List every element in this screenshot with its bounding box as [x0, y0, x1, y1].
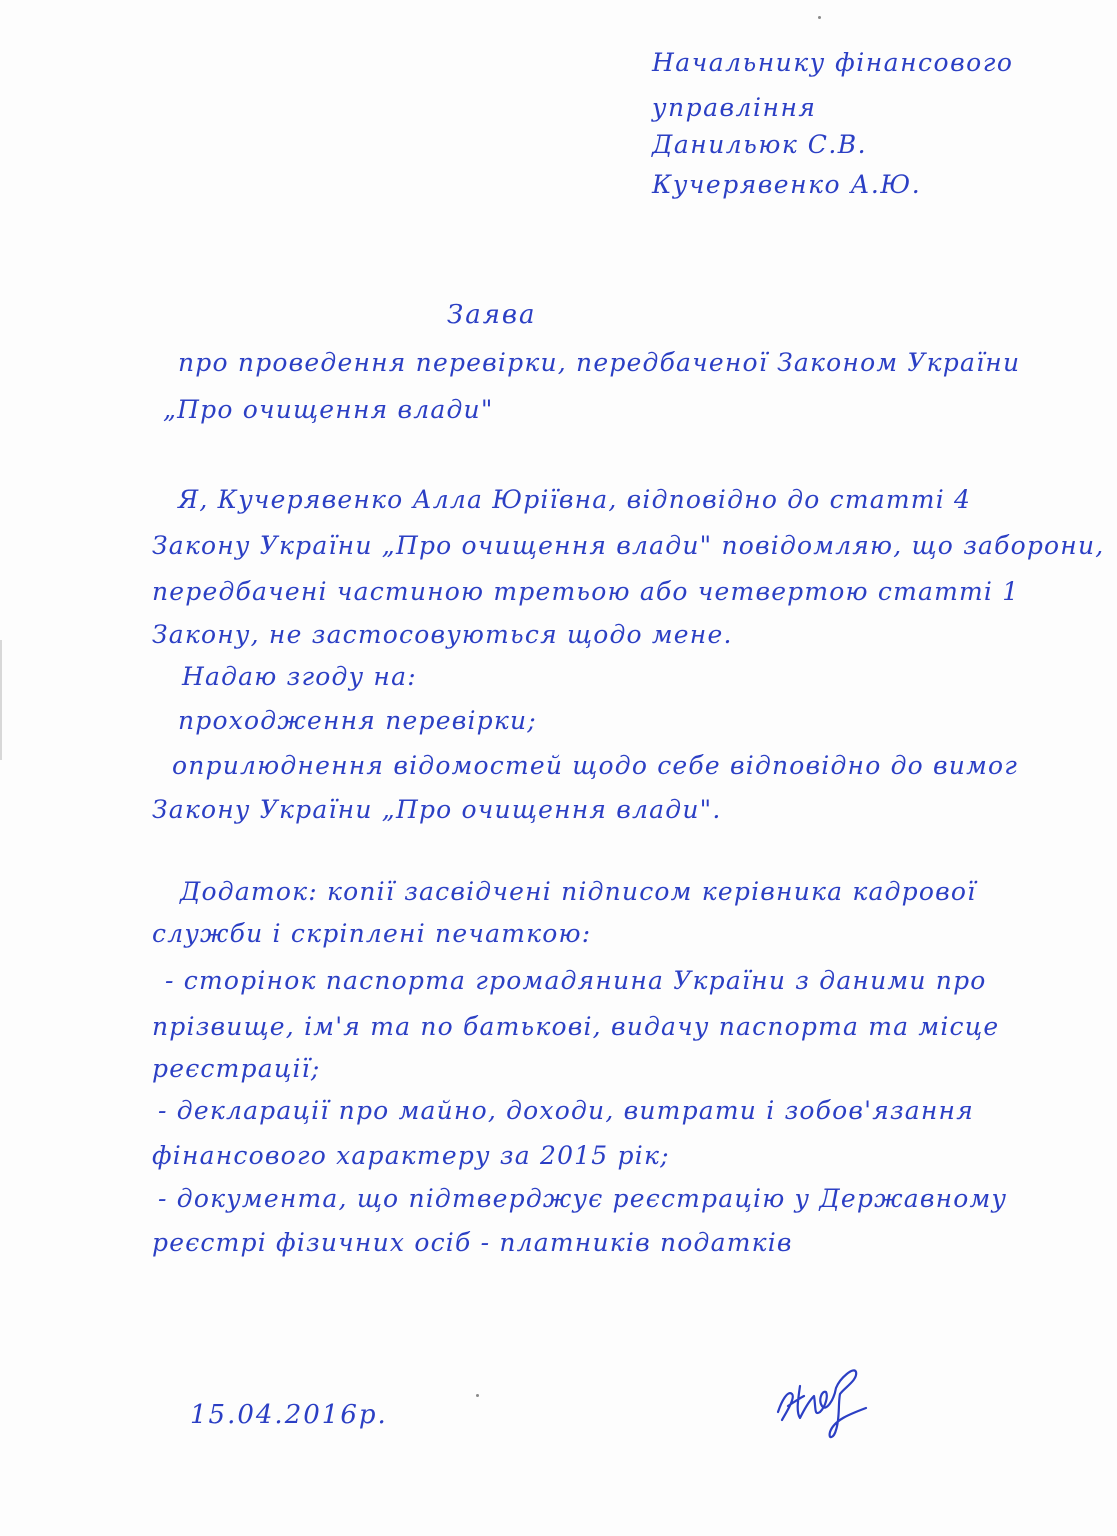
attachment-1-line-2: прізвище, ім'я та по батькові, видачу паспорта та місце	[152, 1012, 1000, 1041]
consent-item-2-line-2: Закону України „Про очищення влади".	[152, 795, 722, 824]
consent-item-1: проходження перевірки;	[178, 706, 537, 735]
addressee-line-1: Начальнику фінансового	[652, 48, 1014, 77]
addressee-line-2: управління	[652, 93, 817, 122]
attachment-2-line-2: фінансового характеру за 2015 рік;	[152, 1141, 670, 1170]
signature-icon	[770, 1360, 875, 1445]
attachment-1-line-3: реєстрації;	[152, 1054, 321, 1083]
addressee-line-3: Данильюк С.В.	[652, 130, 868, 159]
statement-line-4: Закону, не застосовуються щодо мене.	[152, 620, 733, 649]
attachments-intro-line-1: Додаток: копії засвідчені підписом керівника кадрової	[180, 877, 977, 906]
attachment-1-line-1: - сторінок паспорта громадянина України з даними про	[165, 966, 987, 995]
consent-item-2-line-1: оприлюднення відомостей щодо себе відповідно до вимог	[172, 751, 1019, 780]
document-date: 15.04.2016р.	[190, 1400, 388, 1430]
statement-line-3: передбачені частиною третьою або четвертою статті 1	[152, 577, 1020, 606]
attachment-2-line-1: - декларації про майно, доходи, витрати і зобов'язання	[158, 1096, 974, 1125]
statement-line-1: Я, Кучерявенко Алла Юріївна, відповідно до статті 4	[178, 485, 972, 514]
title-subline-1: про проведення перевірки, передбаченої Законом України	[178, 348, 1021, 377]
statement-line-2: Закону України „Про очищення влади" повідомляю, що заборони,	[152, 531, 1105, 560]
attachment-3-line-2: реєстрі фізичних осіб - платників податків	[152, 1228, 793, 1257]
consent-intro: Надаю згоду на:	[182, 662, 417, 691]
title-subline-2: „Про очищення влади"	[163, 395, 494, 424]
attachments-intro-line-2: служби і скріплені печаткою:	[152, 919, 592, 948]
document-title: Заява	[447, 300, 537, 330]
attachment-3-line-1: - документа, що підтверджує реєстрацію у Державному	[158, 1184, 1008, 1213]
scan-speck	[818, 16, 821, 19]
addressee-line-4: Кучерявенко А.Ю.	[652, 170, 922, 199]
scan-edge-mark	[0, 640, 2, 760]
scan-speck	[476, 1394, 479, 1397]
